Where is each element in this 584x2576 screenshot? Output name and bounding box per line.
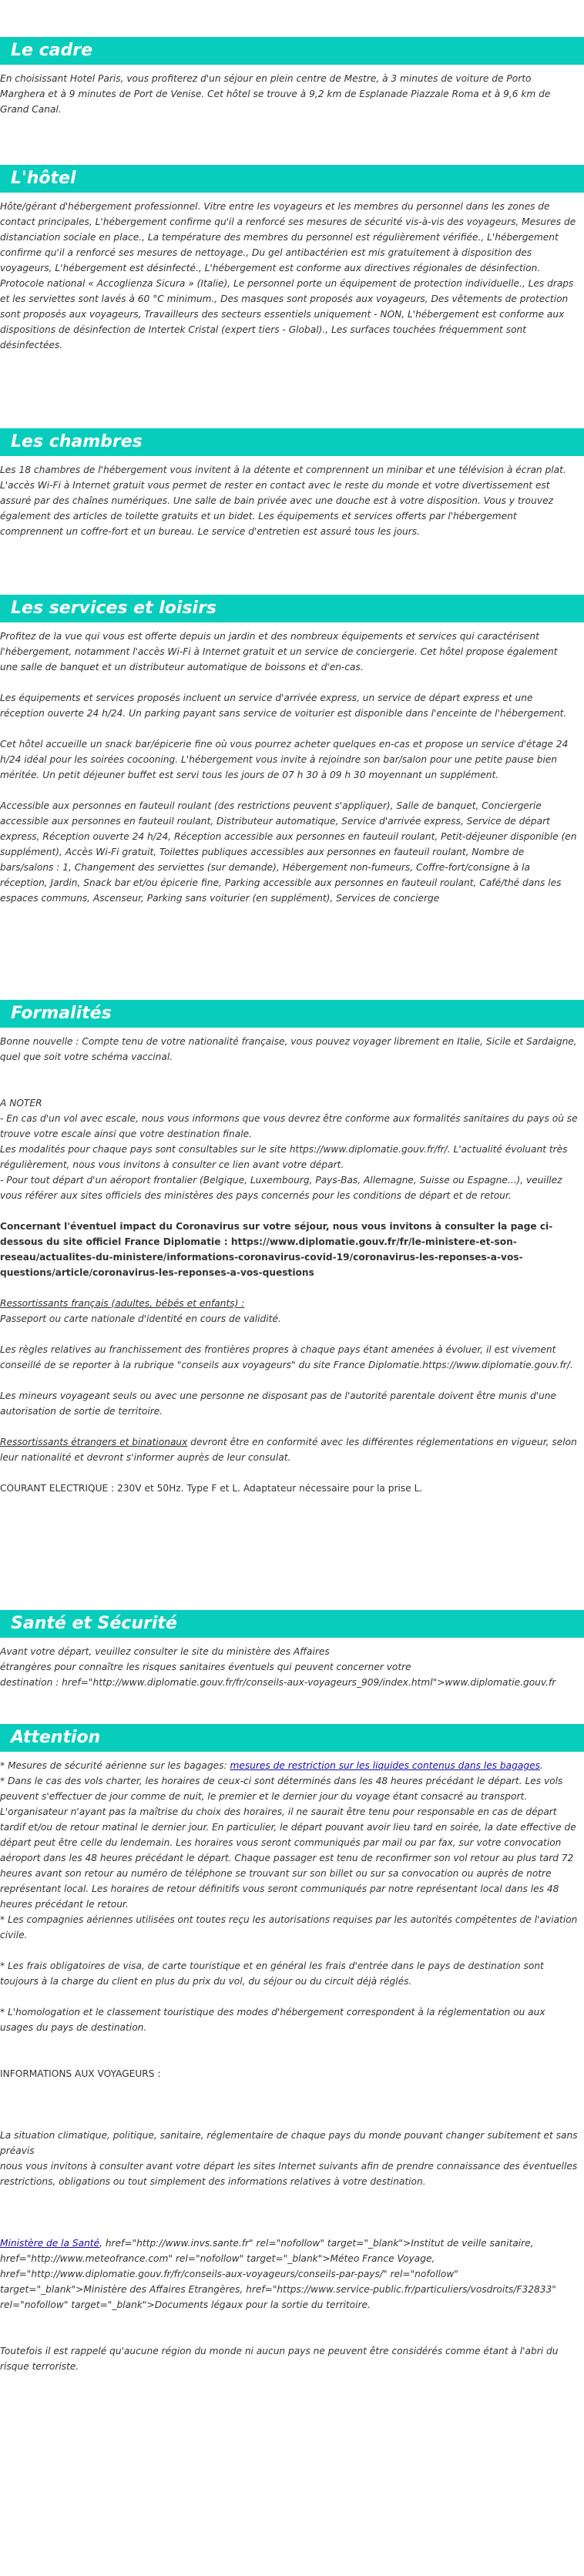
ressortissants-fr-title: Ressortissants français (adultes, bébés et enfants) : <box>0 1298 245 1309</box>
formalites-p1: Bonne nouvelle : Compte tenu de votre nationalité française, vous pouvez voyager librement en Italie, Sicile et Sardaigne, quel que soit votre schéma vaccinal. <box>0 1036 577 1062</box>
section-body <box>0 1028 584 1496</box>
attention-p5: * L'homologation et le classement touristique des modes d'hébergement correspondent à la réglementation ou aux usages du pays de destination. <box>0 2007 545 2033</box>
situation-1: La situation climatique, politique, sanitaire, réglementaire de chaque pays du monde pouvant changer subitement et sans préavis <box>0 2130 578 2156</box>
ressortissants-fr-text: Passeport ou carte nationale d'identité en cours de validité. <box>0 1313 281 1324</box>
noter-2: Les modalités pour chaque pays sont consultables sur le site https://www.diplomatie.gouv.fr/fr/. L'actualité évoluant très régulièrement, nous vous invitons à consulter ce lien avant votre départ. <box>0 1144 568 1170</box>
attention-p2: * Dans le cas des vols charter, les horaires de ceux-ci sont déterminés dans les 48 heures précédant le départ. Les vols peuvent s'effectuer de jour comme de nuit, le premier et le dernier jour du voyage étant consacré au transport. L'organisateur n'ayant pas la maîtrise du choix des horaires, il ne saurait être tenu pour responsable en cas de départ tardif et/ou de retour matinal le dernier jour. En particulier, le départ pouvant avoir lieu tard en soirée, la date effective de départ peut être celle du lendemain. Les horaires vous seront communiqués par mail ou par fax, sur votre convocation aéroport dans les 48 heures précédant le départ. Chaque passager est tenu de reconfirmer son vol retour au plus tard 72 heures avant son retour au numéro de téléphone se trouvant sur son billet ou sur sa convocation ou auprès de notre représentant local. Les horaires de retour définitifs vous seront communiqués par notre représentant local dans les 48 heures précédant le retour. <box>0 1776 576 1910</box>
noter-title: A NOTER <box>0 1098 42 1109</box>
section-chambres <box>0 428 584 539</box>
section-body <box>0 1752 584 2374</box>
section-title: Le cadre <box>0 37 584 65</box>
section-formalites <box>0 1000 584 1496</box>
sante-line-2: étrangères pour connaître les risques sanitaires éventuels qui peuvent concerner votre <box>0 1662 411 1672</box>
cadre-text: En choisissant Hotel Paris, vous profiterez d'un séjour en plein centre de Mestre, à 3 minutes de voiture de Porto Marghera et à 9 minutes de Port de Venise. Cet hôtel se trouve à 9,2 km de Esplanade Piazzale Roma et à 9,6 km de Grand Canal. <box>0 73 551 115</box>
section-title: Formalités <box>0 1000 584 1028</box>
services-p1: Profitez de la vue qui vous est offerte depuis un jardin et des nombreux équipements et services qui caractérisent l'hébergement, notamment l'accès Wi-Fi à Internet gratuit et un service de conciergerie. Cet hôtel propose également une salle de banquet et un distributeur automatique de boissons et d'en-cas. <box>0 631 558 673</box>
section-body <box>0 622 584 906</box>
infos-voyageurs-title: INFORMATIONS AUX VOYAGEURS : <box>0 2068 161 2079</box>
chambres-text: Les 18 chambres de l'hébergement vous invitent à la détente et comprennent un minibar et une télévision à écran plat. L'accès Wi-Fi à Internet gratuit vous permet de rester en contact avec le reste du monde et votre divertissement est assuré par des chaînes numériques. Une salle de bain privée avec une douche est à votre disposition. Vous y trouvez également des articles de toilette gratuits et un bidet. Les équipements et services offerts par l'hébergement comprennent un coffre-fort et un bureau. Le service d'entretien est assuré tous les jours. <box>0 465 566 537</box>
courant-text: COURANT ELECTRIQUE : 230V et 50Hz. Type F et L. Adaptateur nécessaire pour la prise L. <box>0 1483 423 1494</box>
covid-text: Concernant l'éventuel impact du Coronavirus sur votre séjour, nous vous invitons à consulter la page ci-dessous du site officiel France Diplomatie : https://www.diplomatie.gouv.fr/fr/le-ministere-et-son-reseau/actualites-du-ministere/informations-coronavirus-covid-19/coronavirus-les-reponses-a-vos-questions/article/coronavirus-les-reponses-a-vos-questions <box>0 1221 553 1278</box>
section-title: Attention <box>0 1724 584 1752</box>
attention-p1-prefix: * Mesures de sécurité aérienne sur les bagages: <box>0 1760 230 1771</box>
attention-p1-suffix: . <box>539 1760 543 1771</box>
services-p3: Cet hôtel accueille un snack bar/épicerie fine où vous pourrez acheter quelques en-cas et propose un service d'étage 24 h/24 idéal pour les soirées cocooning. L'hébergement vous invite à rejoindre son bar/salon pour une petite pause bien méritée. Un petit déjeuner buffet est servi tous les jours de 07 h 30 à 09 h 30 moyennant un supplément. <box>0 739 569 780</box>
etrangers-text <box>0 1434 578 1465</box>
section-hotel <box>0 165 584 353</box>
section-title: Santé et Sécurité <box>0 1610 584 1638</box>
services-p2: Les équipements et services proposés incluent un service d'arrivée express, un service de départ express et une réception ouverte 24 h/24. Un parking payant sans service de voiturier est disponible dans l'enceinte de l'hébergement. <box>0 693 567 719</box>
sante-line-3: destination : href="http://www.diplomatie.gouv.fr/fr/conseils-aux-voyageurs_909/index.html">www.diplomatie.gouv.fr <box>0 1677 556 1688</box>
hotel-text: Hôte/gérant d'hébergement professionnel. Vitre entre les voyageurs et les membres du personnel dans les zones de contact principales, L'hébergement confirme qu'il a renforcé ses mesures de sécurité vis-à-vis des voyageurs, Mesures de distanciation sociale en place., La température des membres du personnel est régulièrement vérifiée., L'hébergement confirme qu'il a renforcé ses mesures de nettoyage., Du gel antibactérien est mis gratuitement à disposition des voyageurs, L'hébergement est désinfecté., L'hébergement est conforme aux directives régionales de désinfection. Protocole national « Accoglienza Sicura » (Italie), Le personnel porte un équipement de protection individuelle., Les draps et les serviettes sont lavés à 60 °C minimum., Des masques sont proposés aux voyageurs, Des vêtements de protection sont proposés aux voyageurs, Travailleurs des secteurs essentiels uniquement - NON, L'hébergement est conforme aux dispositions de désinfection de Intertek Cristal (expert tiers - Global)., Les surfaces touchées fréquemment sont désinfectées. <box>0 201 576 351</box>
etrangers-body: devront être en conformité avec les différentes réglementations en vigueur, selon leur nationalité et devront s'informer auprès de leur consulat. <box>0 1437 577 1463</box>
services-p4: Accessible aux personnes en fauteuil roulant (des restrictions peuvent s'appliquer), Salle de banquet, Conciergerie accessible aux personnes en fauteuil roulant, Distributeur automatique, Service d'arrivée express, Service de départ express, Réception ouverte 24 h/24, Réception accessible aux personnes en fauteuil roulant, Petit-déjeuner disponible (en supplément), Accès Wi-Fi gratuit, Toilettes publiques accessibles aux personnes en fauteuil roulant, Nombre de bars/salons : 1, Changement des serviettes (sur demande), Hébergement non-fumeurs, Coffre-fort/consigne à la réception, Jardin, Snack bar et/ou épicerie fine, Parking accessible aux personnes en fauteuil roulant, Café/thé dans les espaces communs, Ascenseur, Parking sans voiturier (en supplément), Services de concierge <box>0 800 577 904</box>
section-sante <box>0 1610 584 1690</box>
section-cadre <box>0 37 584 117</box>
ministere-sante-link[interactable]: Ministère de la Santé <box>0 2238 100 2249</box>
mineurs-text: Les mineurs voyageant seuls ou avec une personne ne disposant pas de l'autorité parentale doivent être munis d'une autorisation de sortie de territoire. <box>0 1390 557 1417</box>
section-body <box>0 193 584 353</box>
ministere-text <box>0 2236 578 2313</box>
liquides-restriction-link[interactable]: mesures de restriction sur les liquides contenus dans les bagages <box>230 1760 540 1771</box>
noter-3: - Pour tout départ d'un aéroport frontalier (Belgique, Luxembourg, Pays-Bas, Allemagne, Suisse ou Espagne...), veuillez vous référer aux sites officiels des ministères des pays concernés pour les conditions de départ et de retour. <box>0 1175 562 1201</box>
attention-p4: * Les frais obligatoires de visa, de carte touristique et en général les frais d'entrée dans le pays de destination sont toujours à la charge du client en plus du prix du vol, du séjour ou du circuit déjà réglés. <box>0 1961 544 1987</box>
ministere-rest: , href="http://www.invs.sante.fr" rel="nofollow" target="_blank">Institut de veille sanitaire, href="http://www.meteofrance.com" rel="nofollow" target="_blank">Méteo France Voyage, href="http://www.diplomatie.gouv.fr/fr/conseils-aux-voyageurs/conseils-par-pays/" rel="nofollow" target="_blank">Ministère des Affaires Etrangères, href="https://www.service-public.fr/particuliers/vosdroits/F32833" rel="nofollow" target="_blank">Documents légaux pour la sortie du territoire. <box>0 2238 556 2310</box>
section-services <box>0 595 584 906</box>
etrangers-title: Ressortissants étrangers et binationaux <box>0 1437 188 1447</box>
sante-line-1: Avant votre départ, veuillez consulter le site du ministère des Affaires <box>0 1646 330 1657</box>
noter-1: - En cas d'un vol avec escale, nous vous informons que vous devrez être conforme aux formalités sanitaires du pays où se trouve votre escale ainsi que votre destination finale. <box>0 1113 578 1139</box>
section-body <box>0 456 584 539</box>
section-title: L'hôtel <box>0 165 584 193</box>
regles-text: Les règles relatives au franchissement des frontières propres à chaque pays étant amenées à évoluer, il est vivement conseillé de se reporter à la rubrique "conseils aux voyageurs" du site France Diplomatie.https://www.diplomatie.gouv.fr/. <box>0 1344 573 1370</box>
section-title: Les chambres <box>0 428 584 456</box>
terrorisme-text: Toutefois il est rappelé qu'aucune région du monde ni aucun pays ne peuvent être considérés comme étant à l'abri du risque terroriste. <box>0 2346 559 2372</box>
attention-p1 <box>0 1758 578 1773</box>
section-body <box>0 1638 584 1690</box>
section-body <box>0 65 584 117</box>
section-title: Les services et loisirs <box>0 595 584 622</box>
situation-2: nous vous invitons à consulter avant votre départ les sites Internet suivants afin de prendre connaissance des éventuelles restrictions, obligations ou tout simplement des informations relatives à votre destination. <box>0 2161 578 2187</box>
section-attention <box>0 1724 584 2374</box>
attention-p3: * Les compagnies aériennes utilisées ont toutes reçu les autorisations requises par les autorités compétentes de l'aviation civile. <box>0 1914 578 1940</box>
